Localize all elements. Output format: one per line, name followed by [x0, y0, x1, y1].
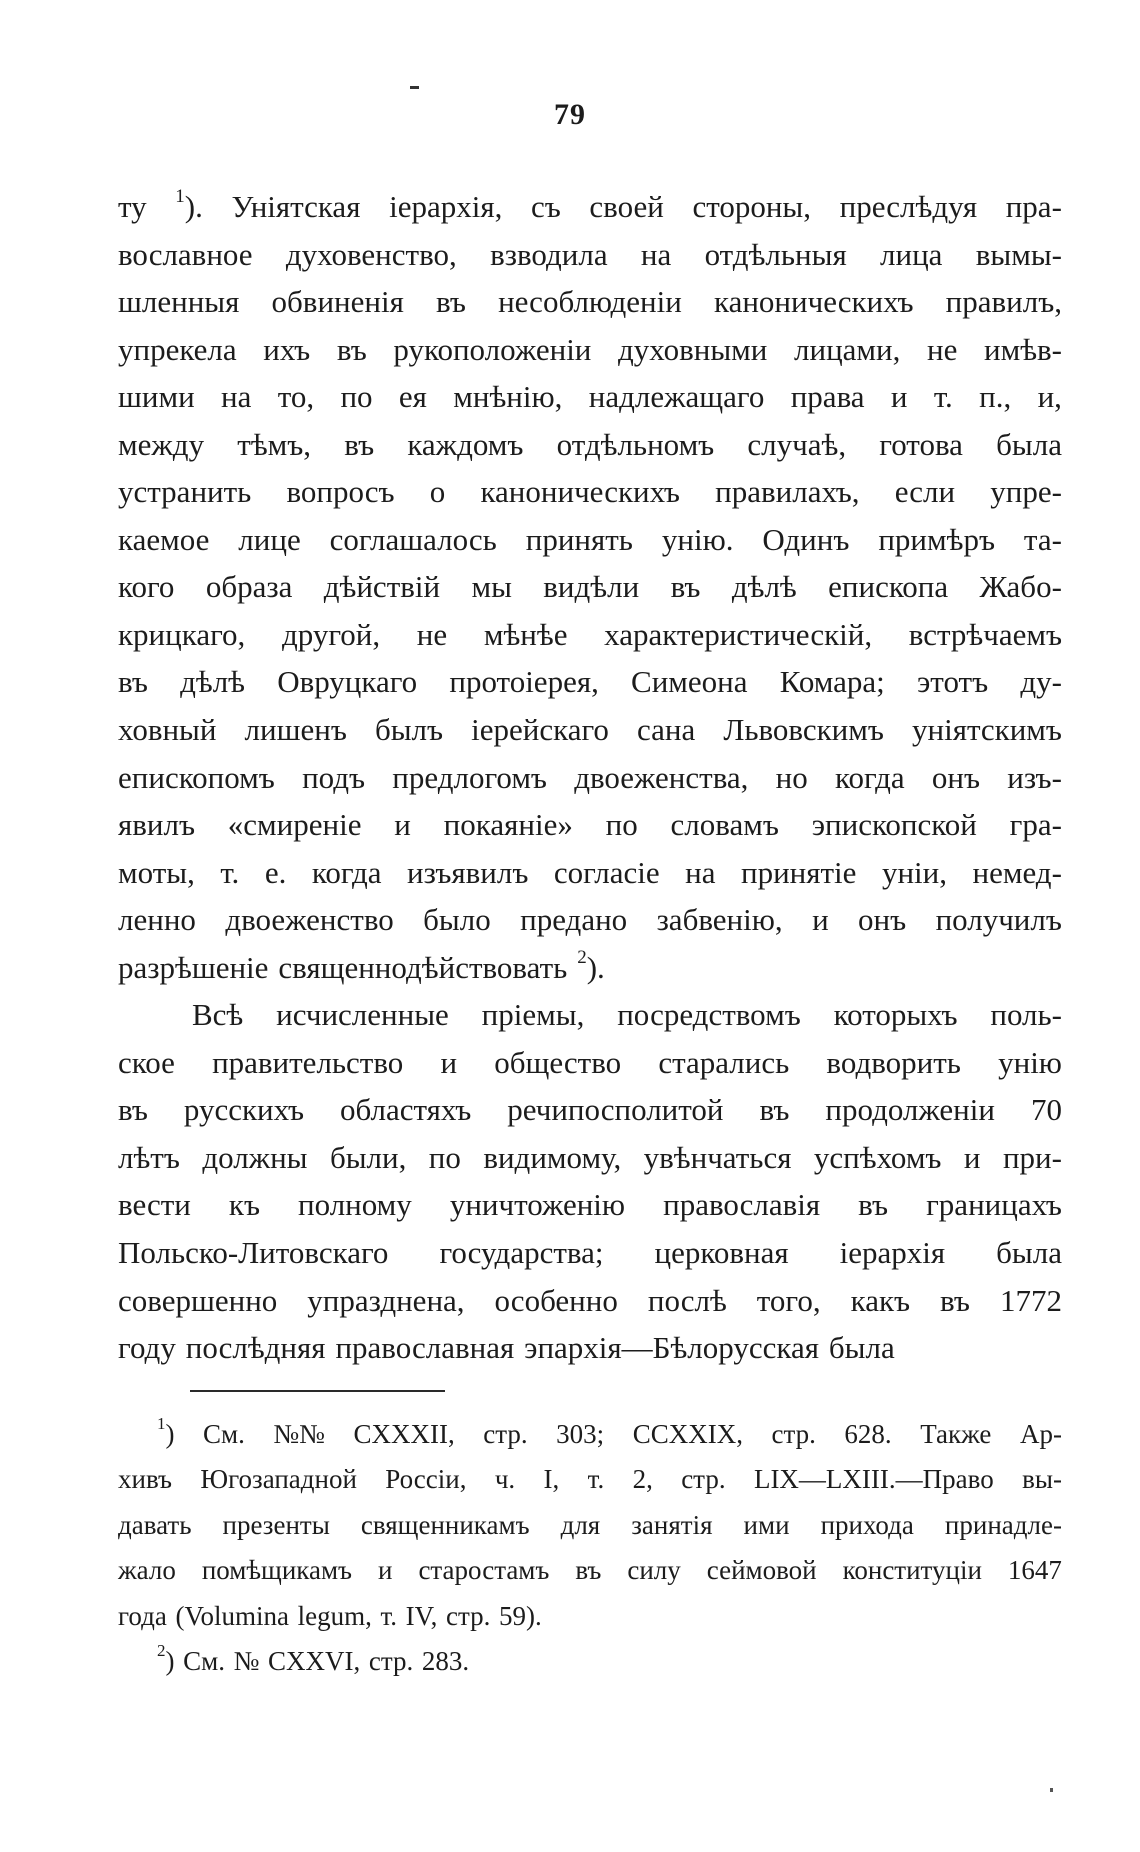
footnote-line [118, 1503, 1062, 1548]
word: 70 [1030, 1092, 1062, 1128]
word: словамъ [670, 807, 779, 843]
word: См. [203, 1419, 245, 1449]
word: №№ [273, 1419, 325, 1449]
word: совершенно [118, 1282, 278, 1318]
word: послѣдняя [185, 1330, 326, 1366]
word: готова [879, 426, 963, 462]
word: въ [118, 1092, 148, 1128]
word: двоеженство [225, 902, 394, 938]
word: характеристическій, [604, 616, 873, 652]
word: Львовскимъ [723, 712, 884, 748]
word: была [996, 426, 1062, 462]
word: не [416, 616, 448, 652]
word: Уніятская [231, 189, 361, 224]
word: для [560, 1509, 601, 1540]
text-line [118, 1086, 1062, 1134]
word: правительство [212, 1044, 404, 1080]
word: CXXVI, [268, 1645, 361, 1676]
word: устранить [118, 474, 252, 510]
word: лица [880, 236, 943, 272]
word: CCXXIX, [632, 1419, 743, 1449]
footnote-line [118, 1639, 1062, 1684]
word: Овруцкаго [277, 664, 418, 700]
word: церковная [654, 1235, 789, 1271]
word: послѣ [647, 1282, 727, 1318]
word: Одинъ [762, 521, 850, 557]
text-line [118, 1324, 1062, 1372]
word: своей [589, 189, 664, 224]
word: въ [858, 1187, 889, 1223]
word: См. [183, 1645, 225, 1676]
word: эпископской [811, 807, 977, 843]
word: каемое [118, 521, 210, 557]
footnote-line [118, 1457, 1062, 1502]
word: пра- [1005, 189, 1062, 224]
footnote-divider [190, 1390, 445, 1392]
text-line [118, 801, 1062, 849]
word: особенно [494, 1282, 618, 1318]
word: лицами, [794, 331, 901, 367]
word: которыхъ [833, 997, 958, 1033]
word: границахъ [926, 1187, 1062, 1223]
word: государства; [439, 1235, 604, 1271]
text-line [118, 278, 1062, 326]
word: между [118, 426, 205, 462]
word: вопросъ [286, 474, 395, 510]
word: принятіе [740, 854, 857, 890]
word: жало [118, 1555, 176, 1586]
word: 59). [499, 1600, 542, 1631]
word: ду- [1020, 664, 1062, 700]
word: упре- [990, 474, 1062, 510]
word: разрѣшеніе [118, 949, 269, 985]
word: каноническихъ [713, 284, 914, 320]
word: ленно [118, 902, 196, 938]
text-line [118, 1039, 1062, 1087]
word: Также [920, 1419, 992, 1449]
word: IV, [405, 1600, 438, 1631]
word: презенты [222, 1509, 330, 1540]
word: эпархія—Бѣлорусская [524, 1330, 819, 1366]
word: сана [636, 712, 696, 748]
word: $^2$). [577, 946, 605, 985]
word: посредствомъ [617, 997, 801, 1033]
footnotes [118, 1412, 1062, 1684]
word: права [790, 379, 865, 415]
word: несоблюденіи [498, 284, 682, 320]
word: полному [298, 1187, 412, 1223]
word: стр. [681, 1464, 726, 1495]
word: немед- [972, 854, 1062, 890]
word: обвиненія [271, 284, 404, 320]
word: на [221, 379, 252, 415]
word: уніи, [881, 854, 947, 890]
word: 1772 [999, 1282, 1062, 1318]
word: $^2$) [157, 1640, 175, 1676]
word: изъявилъ [407, 854, 529, 890]
text-line [118, 1134, 1062, 1182]
text-line [118, 1181, 1062, 1229]
text-line [118, 516, 1062, 564]
word: унію. [661, 521, 734, 557]
word: въ [759, 1092, 790, 1128]
word: о [429, 474, 446, 510]
word: ими [743, 1509, 790, 1540]
word: была [828, 1330, 895, 1366]
word: забвенію, [656, 902, 783, 938]
word: прихода [820, 1509, 914, 1540]
word: епископомъ [118, 759, 275, 795]
text-line [118, 326, 1062, 374]
word: силу [627, 1555, 681, 1586]
word: т. [380, 1600, 398, 1631]
word: Жабо- [979, 569, 1062, 605]
word: кого [118, 569, 175, 605]
word: того, [756, 1282, 821, 1318]
text-line [118, 611, 1062, 659]
word: протоіерея, [449, 664, 599, 700]
word: исчисленные [276, 997, 449, 1033]
word: въ [118, 664, 148, 700]
page-number: 79 [554, 98, 586, 131]
word: согласіе [553, 854, 660, 890]
word: былъ [374, 712, 444, 748]
speck [410, 86, 419, 89]
text-line [118, 944, 1062, 992]
word: видѣли [543, 569, 640, 605]
word: т. [933, 379, 953, 415]
word: «смиреніе [227, 807, 362, 843]
text-line [118, 563, 1062, 611]
word: упрекела [118, 331, 237, 367]
word: въ [436, 284, 466, 320]
word: предлогомъ [392, 759, 547, 795]
text-line [118, 468, 1062, 516]
word: $^1$). [175, 186, 203, 224]
word: онъ [858, 902, 907, 938]
word: дѣйствій [323, 569, 441, 605]
word: мнѣнію, [453, 379, 563, 415]
word: случаѣ, [747, 426, 847, 462]
word: дѣлѣ [180, 664, 245, 700]
word: 628. [844, 1419, 892, 1449]
word: мы [471, 569, 512, 605]
word: принять [525, 521, 633, 557]
word: получилъ [935, 902, 1062, 938]
word: каждомъ [407, 426, 524, 462]
word: стр. [368, 1645, 414, 1676]
word: 1647 [1007, 1555, 1062, 1586]
text-line [118, 991, 1062, 1039]
word: старались [658, 1044, 790, 1080]
text-line [118, 849, 1062, 897]
word: уніятскимъ [912, 712, 1062, 748]
word: къ [228, 1187, 260, 1223]
word: помѣщикамъ [201, 1555, 353, 1586]
word: каноническихъ [480, 474, 680, 510]
word: Польско-Литовскаго [118, 1235, 389, 1271]
word: преслѣдуя [839, 189, 978, 224]
word: увѣнчаться [643, 1139, 792, 1175]
word: Ар- [1019, 1419, 1062, 1449]
word: православія [663, 1187, 821, 1223]
word: ея [398, 379, 427, 415]
word: другой, [281, 616, 381, 652]
word: занятія [631, 1509, 713, 1540]
word: православная [335, 1330, 515, 1366]
word: хивъ [118, 1464, 172, 1495]
word: Симеона [631, 664, 748, 700]
speck [1050, 1788, 1053, 1792]
word: какъ [850, 1282, 911, 1318]
word: унію [998, 1044, 1062, 1080]
word: и [812, 902, 829, 938]
word: встрѣчаемъ [908, 616, 1062, 652]
footnote-line [118, 1548, 1062, 1593]
word: п., [979, 379, 1012, 415]
word: 283. [421, 1645, 470, 1676]
word: въ [344, 426, 375, 462]
word: когда [311, 854, 382, 890]
word: тѣмъ, [237, 426, 312, 462]
word: вы- [1022, 1464, 1062, 1495]
word: рукоположеніи [393, 331, 592, 367]
word: были, [329, 1139, 407, 1175]
word: лице [238, 521, 301, 557]
word: стр. [446, 1600, 491, 1631]
word: та- [1023, 521, 1062, 557]
word: стороны, [692, 189, 812, 224]
word: уничтоженію [449, 1187, 626, 1223]
word: вославное [118, 236, 253, 272]
word: лѣтъ [118, 1139, 180, 1175]
word: онъ [931, 759, 981, 795]
word: $^1$) [157, 1414, 175, 1449]
text-line [118, 183, 1062, 231]
word: году [118, 1330, 176, 1366]
text-line [118, 421, 1062, 469]
footnote-line [118, 1594, 1062, 1639]
word: областяхъ [340, 1092, 472, 1128]
word: ское [118, 1044, 175, 1080]
word: но [775, 759, 808, 795]
word: явилъ [118, 807, 195, 843]
word: двоеженства, [574, 759, 749, 795]
text-line [118, 1229, 1062, 1277]
word: видимому, [483, 1139, 622, 1175]
word: лишенъ [244, 712, 347, 748]
word: ч. [494, 1464, 516, 1495]
word: въ [940, 1282, 970, 1318]
word: предано [520, 902, 628, 938]
word: на [640, 236, 672, 272]
word: священнодѣйствовать [278, 949, 568, 985]
text-line [118, 231, 1062, 279]
word: т. [220, 854, 240, 890]
word: LIX—LXIII.—Право [753, 1464, 994, 1495]
word: продолженіи [825, 1092, 995, 1128]
word: отдѣльномъ [556, 426, 715, 462]
word: моты, [118, 854, 195, 890]
word: 303; [556, 1419, 605, 1449]
word: по [340, 379, 373, 415]
word: въ [670, 569, 701, 605]
word: т. [587, 1464, 605, 1495]
word: то, [277, 379, 315, 415]
word: на [685, 854, 716, 890]
word: I, [543, 1464, 560, 1495]
word: священникамъ [360, 1509, 530, 1540]
word: іерейскаго [471, 712, 609, 748]
word: и, [1037, 379, 1062, 415]
word: и [440, 1044, 458, 1080]
word: правилъ, [945, 284, 1062, 320]
word: взводила [490, 236, 608, 272]
word: въ [336, 331, 367, 367]
word: вымы- [975, 236, 1062, 272]
word: не [927, 331, 958, 367]
word: года [118, 1600, 167, 1631]
text-line [118, 658, 1062, 706]
text-line [118, 754, 1062, 802]
word: по [428, 1139, 461, 1175]
word: іерархія, [389, 189, 503, 224]
word: епископа [828, 569, 949, 605]
word: № [233, 1645, 260, 1676]
word: CXXXII, [353, 1419, 455, 1449]
word: и [378, 1555, 393, 1586]
text-line [118, 896, 1062, 944]
text-line [118, 373, 1062, 421]
word: поль- [990, 997, 1062, 1033]
word: по [605, 807, 638, 843]
word: если [894, 474, 956, 510]
word: имѣв- [984, 331, 1062, 367]
word: іерархія [839, 1235, 946, 1271]
word: ховный [118, 712, 217, 748]
word: должны [202, 1139, 308, 1175]
word: соглашалось [329, 521, 497, 557]
word: отдѣльныя [704, 236, 847, 272]
word: стр. [483, 1419, 528, 1449]
word: принадле- [944, 1509, 1062, 1540]
word: и [394, 807, 411, 843]
word: при- [1002, 1139, 1062, 1175]
word: подъ [302, 759, 366, 795]
word: духовенство, [285, 236, 457, 272]
word: духовными [618, 331, 768, 367]
word: Комара; [779, 664, 885, 700]
word: образа [205, 569, 293, 605]
word: вести [118, 1187, 191, 1223]
word: 2, [632, 1464, 653, 1495]
word: водворить [826, 1044, 961, 1080]
word: старостамъ [418, 1555, 550, 1586]
word: съ [530, 189, 561, 224]
word: общество [494, 1044, 622, 1080]
word: мѣнѣе [483, 616, 568, 652]
word: Всѣ [192, 997, 244, 1033]
word: въ [575, 1555, 602, 1586]
text-line [118, 1277, 1062, 1325]
word: примѣръ [878, 521, 995, 557]
word: русскихъ [183, 1092, 305, 1128]
word: сеймовой [706, 1555, 817, 1586]
word: этотъ [917, 664, 989, 700]
word: речипосполитой [507, 1092, 724, 1128]
word: шими [118, 379, 195, 415]
word: шленныя [118, 284, 240, 320]
word: гра- [1009, 807, 1062, 843]
word: стр. [771, 1419, 816, 1449]
word: была [996, 1235, 1062, 1271]
word: изъ- [1007, 759, 1062, 795]
word: дѣлѣ [731, 569, 797, 605]
word: правилахъ, [715, 474, 860, 510]
word: давать [118, 1509, 192, 1540]
word: Югозападной [200, 1464, 357, 1495]
word: когда [834, 759, 905, 795]
word: пріемы, [481, 997, 585, 1033]
word: конституціи [842, 1555, 982, 1586]
text-line [118, 706, 1062, 754]
main-text [118, 183, 1062, 1372]
word: упразднена, [307, 1282, 465, 1318]
word: Россіи, [385, 1464, 467, 1495]
word: е. [264, 854, 287, 890]
word: было [423, 902, 491, 938]
word: и [890, 379, 908, 415]
word: legum, [297, 1600, 372, 1631]
word: надлежащаго [588, 379, 765, 415]
word: и [963, 1139, 981, 1175]
word: покаяніе» [443, 807, 573, 843]
word: крицкаго, [118, 616, 246, 652]
word: ту [118, 189, 147, 224]
word: ихъ [263, 331, 311, 367]
word: (Volumina [175, 1600, 289, 1631]
word: успѣхомъ [813, 1139, 942, 1175]
footnote-line [118, 1412, 1062, 1457]
